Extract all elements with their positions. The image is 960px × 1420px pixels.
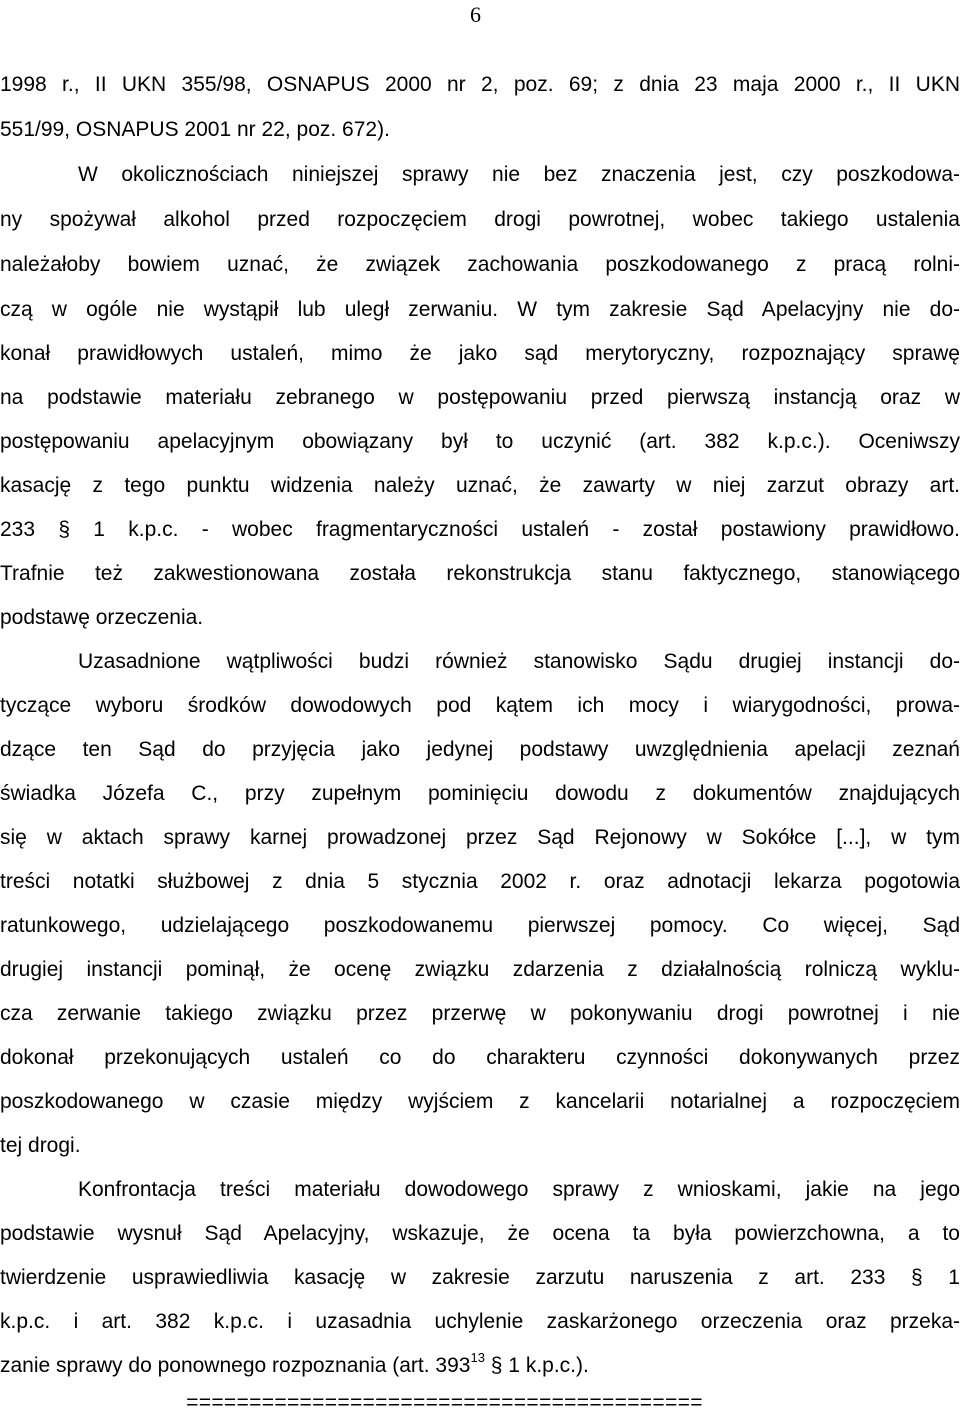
- text-line: dokonał przekonujących ustaleń co do charakteru czynności dokonywanych przez: [0, 1046, 960, 1069]
- text-line: Konfrontacja treści materiału dowodowego sprawy z wnioskami, jakie na jego: [78, 1178, 960, 1201]
- text-line: się w aktach sprawy karnej prowadzonej przez Sąd Rejonowy w Sokółce [...], w tym: [0, 826, 960, 849]
- text-line: 233 § 1 k.p.c. - wobec fragmentaryczności ustaleń - został postawiony prawidłowo.: [0, 518, 960, 541]
- text-line: kasację z tego punktu widzenia należy uznać, że zawarty w niej zarzut obrazy art.: [0, 474, 960, 497]
- text-line: świadka Józefa C., przy zupełnym pominięciu dowodu z dokumentów znajdujących: [0, 782, 960, 805]
- text-line: podstawie wysnuł Sąd Apelacyjny, wskazuje, że ocena ta była powierzchowna, a to: [0, 1222, 960, 1245]
- text-line: [0, 1351, 960, 1381]
- text-line: dzące ten Sąd do przyjęcia jako jedynej podstawy uwzględnienia apelacji zeznań: [0, 738, 960, 761]
- text-line: cza zerwanie takiego związku przez przerwę w pokonywaniu drogi powrotnej i nie: [0, 1002, 960, 1025]
- text-line: tyczące wyboru środków dowodowych pod kątem ich mocy i wiarygodności, prowa-: [0, 694, 960, 717]
- text-line: ratunkowego, udzielającego poszkodowanemu pierwszej pomocy. Co więcej, Sąd: [0, 914, 960, 937]
- text-line: tej drogi.: [0, 1134, 81, 1157]
- text-line: Uzasadnione wątpliwości budzi również stanowisko Sądu drugiej instancji do-: [78, 650, 960, 673]
- text-line: ny spożywał alkohol przed rozpoczęciem drogi powrotnej, wobec takiego ustalenia: [0, 208, 960, 231]
- text-fragment: zanie sprawy do ponownego rozpoznania (art. 393: [0, 1354, 471, 1377]
- text-line: na podstawie materiału zebranego w postępowaniu przed pierwszą instancją oraz w: [0, 386, 960, 409]
- page-number: 6: [470, 2, 481, 27]
- text-line: Trafnie też zakwestionowana została rekonstrukcja stanu faktycznego, stanowiącego: [0, 562, 960, 585]
- text-line: należałoby bowiem uznać, że związek zachowania poszkodowanego z pracą rolni-: [0, 253, 960, 276]
- text-line: poszkodowanego w czasie między wyjściem z kancelarii notarialnej a rozpoczęciem: [0, 1090, 960, 1113]
- text-line: 551/99, OSNAPUS 2001 nr 22, poz. 672).: [0, 118, 390, 141]
- text-fragment: § 1 k.p.c.).: [484, 1354, 589, 1377]
- text-line: drugiej instancji pominął, że ocenę związku zdarzenia z działalnością rolniczą wyklu-: [0, 958, 960, 981]
- text-line: treści notatki służbowej z dnia 5 stycznia 2002 r. oraz adnotacji lekarza pogotowia: [0, 870, 960, 893]
- text-line: W okolicznościach niniejszej sprawy nie bez znaczenia jest, czy poszkodowa-: [78, 163, 960, 186]
- text-line: 1998 r., II UKN 355/98, OSNAPUS 2000 nr 2, poz. 69; z dnia 23 maja 2000 r., II UKN: [0, 73, 960, 96]
- text-line: twierdzenie usprawiedliwia kasację w zakresie zarzutu naruszenia z art. 233 § 1: [0, 1266, 960, 1289]
- text-line: podstawę orzeczenia.: [0, 606, 204, 629]
- superscript: 13: [470, 1350, 485, 1365]
- text-line: konał prawidłowych ustaleń, mimo że jako sąd merytoryczny, rozpoznający sprawę: [0, 342, 960, 365]
- separator-line: =========================================: [186, 1393, 703, 1416]
- text-line: postępowaniu apelacyjnym obowiązany był to uczynić (art. 382 k.p.c.). Oceniwszy: [0, 430, 960, 453]
- text-line: czą w ogóle nie wystąpił lub uległ zerwaniu. W tym zakresie Sąd Apelacyjny nie do-: [0, 298, 960, 321]
- text-line: k.p.c. i art. 382 k.p.c. i uzasadnia uchylenie zaskarżonego orzeczenia oraz przeka-: [0, 1310, 960, 1333]
